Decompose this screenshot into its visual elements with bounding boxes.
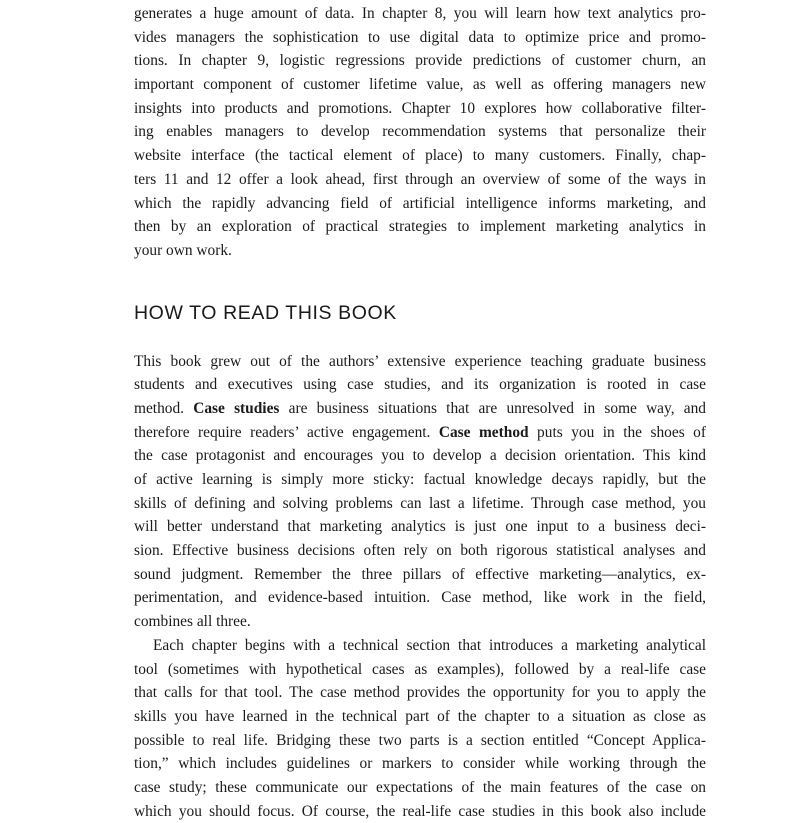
text-line: Each chapter begins with a technical section that introduces a marketing analytical bbox=[153, 636, 706, 654]
text-line bbox=[134, 421, 706, 445]
text-segment: therefore require readers’ active engagement. bbox=[134, 423, 439, 441]
text-line: skills of defining and solving problems can last a lifetime. Through case method, you bbox=[134, 494, 706, 512]
text-line: that calls for that tool. The case method provides the opportunity for you to apply the bbox=[134, 684, 706, 702]
text-line: important component of customer lifetime value, as well as offering managers new bbox=[134, 76, 706, 94]
chapter-overview-paragraph bbox=[134, 2, 706, 263]
text-line: perimentation, and evidence-based intuition. Case method, like work in the field, bbox=[134, 589, 706, 607]
text-line: of active learning is simply more sticky: factual knowledge decays rapidly, but the bbox=[134, 471, 706, 488]
text-line: combines all three. bbox=[134, 613, 251, 631]
text-line: possible to real life. Bridging these two parts is a section entitled “Concept Applica- bbox=[134, 731, 706, 749]
text-segment: are business situations that are unresolved in some way, and bbox=[279, 399, 706, 417]
text-line: case study; these communicate our expectations of the main features of the case on bbox=[134, 778, 706, 796]
how-to-read-paragraph-2 bbox=[134, 634, 706, 823]
text-line: ing enables managers to develop recommendation systems that personalize their bbox=[134, 123, 706, 141]
text-line: your own work. bbox=[134, 241, 232, 259]
text-line: which the rapidly advancing field of artificial intelligence informs marketing, and bbox=[134, 194, 706, 212]
text-line: tool (sometimes with hypothetical cases as examples), followed by a real-life case bbox=[134, 660, 706, 678]
text-line: insights into products and promotions. Chapter 10 explores how collaborative filter- bbox=[134, 99, 706, 117]
text-line: ters 11 and 12 offer a look ahead, first through an overview of some of the ways in bbox=[134, 170, 706, 188]
how-to-read-paragraph-1 bbox=[134, 350, 706, 634]
body-text-column bbox=[134, 0, 706, 823]
text-line: tion,” which includes guidelines or markers to consider while working through the bbox=[134, 755, 706, 773]
text-line: generates a huge amount of data. In chapter 8, you will learn how text analytics pro- bbox=[134, 5, 706, 22]
text-line: sound judgment. Remember the three pillars of effective marketing—analytics, ex- bbox=[134, 565, 706, 583]
text-line: will better understand that marketing analytics is just one input to a business deci- bbox=[134, 518, 706, 536]
text-segment: puts you in the shoes of bbox=[528, 423, 706, 441]
term-case-method: Case method bbox=[438, 423, 529, 441]
text-line: students and executives using case studies, and its organization is rooted in case bbox=[134, 376, 706, 394]
text-line: sion. Effective business decisions often rely on both rigorous statistical analyses and bbox=[134, 542, 706, 560]
text-line: the case protagonist and encourages you to develop a decision orientation. This kind bbox=[134, 447, 706, 465]
text-line: website interface (the tactical element of place) to many customers. Finally, chap- bbox=[134, 147, 706, 165]
text-line: This book grew out of the authors’ extensive experience teaching graduate business bbox=[134, 352, 706, 370]
text-line: which you should focus. Of course, the real-life case studies in this book also include bbox=[134, 802, 706, 820]
text-line: then by an exploration of practical strategies to implement marketing analytics in bbox=[134, 218, 706, 236]
text-line: vides managers the sophistication to use digital data to optimize price and promo- bbox=[134, 28, 706, 46]
text-line: skills you have learned in the technical part of the chapter to a situation as close as bbox=[134, 707, 706, 725]
term-case-studies: Case studies bbox=[193, 399, 280, 417]
section-heading: HOW TO READ THIS BOOK bbox=[134, 301, 397, 324]
text-segment: method. bbox=[134, 399, 194, 417]
text-line: tions. In chapter 9, logistic regressions provide predictions of customer churn, an bbox=[134, 52, 706, 70]
text-line bbox=[134, 397, 706, 421]
